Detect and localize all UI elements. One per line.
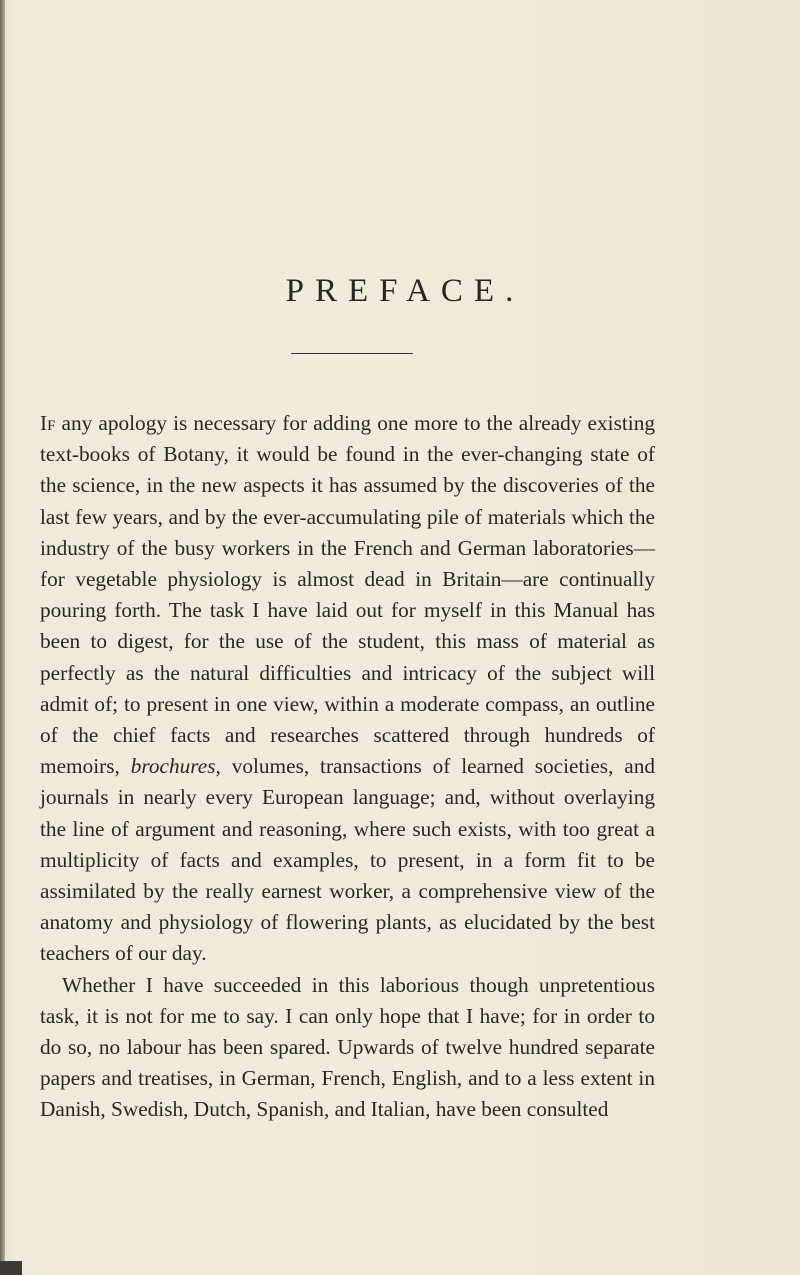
italic-term: brochures [130, 754, 216, 779]
paragraph-1 [40, 408, 655, 970]
paragraph-2: Whether I have succeeded in this laborious though unpretentious task, it is not for me to say. I can only hope that I have; for in order to do so, no labour has been spared. Upwards of twelve hundred separate papers and treatises, in German, French, English, and to a less extent in Danish, Swedish, Dutch, Spanish, and Italian, have been consulted [40, 972, 655, 1122]
title-divider [291, 353, 413, 354]
paragraph-1-text-a: any apology is necessary for adding one more to the already existing text-books of Botany, it would be found in the ever-changing state of the science, in the new aspects it has assumed by the discoveries of the last few years, and by the ever-accumulating pile of materials which the industry of the busy workers in the French and German laboratories—for vegetable physiology is almost dead in Britain—are continually pouring forth. The task I have laid out for myself in this Manual has been to digest, for the use of the student, this mass of material as perfectly as the natural difficulties and intricacy of the subject will admit of; to present in one view, within a moderate compass, an outline of the chief facts and researches scattered through hundreds of memoirs, [40, 411, 655, 779]
page-edge-shadow [0, 0, 5, 1275]
preface-body [40, 408, 655, 1126]
page-corner-shadow [0, 1261, 22, 1275]
paragraph-1-text-b: , volumes, transactions of learned societies, and journals in nearly every European language; and, without overlaying the line of argument and reasoning, where such exists, with too great a multiplicity of facts and examples, to present, in a form fit to be assimilated by the really earnest worker, a comprehensive view of the anatomy and physiology of flowering plants, as elucidated by the best teachers of our day. [40, 754, 655, 966]
page-title: PREFACE. [285, 273, 525, 309]
paragraph-lead-word: If [40, 411, 56, 435]
